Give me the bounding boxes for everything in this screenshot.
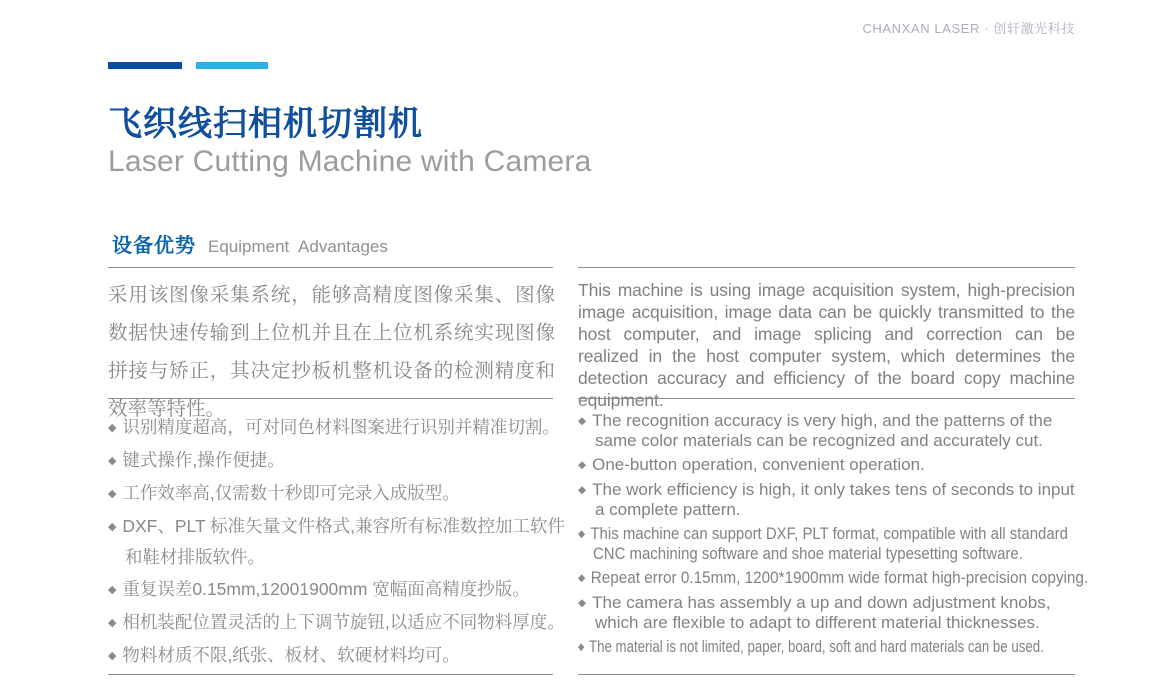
diamond-bullet-icon: ◆ xyxy=(108,584,117,596)
list-item-text: The material is not limited, paper, board, soft and hard materials can be used. xyxy=(589,637,1044,656)
diamond-bullet-icon: ◆ xyxy=(108,617,117,629)
diamond-bullet-icon: ◆ xyxy=(108,488,117,500)
divider-right-bottom xyxy=(578,674,1075,675)
list-item xyxy=(578,455,1078,475)
intro-paragraph-zh: 采用该图像采集系统，能够高精度图像采集、图像数据快速传输到上位机并且在上位机系统实现图像拼接与矫正，其决定抄板机整机设备的检测精度和效率等特性。 xyxy=(108,284,555,420)
list-item-text: The recognition accuracy is very high, and the patterns of the same color materials can be recognized and accurately cut. xyxy=(592,411,1053,450)
diamond-bullet-icon: ◆ xyxy=(578,641,585,653)
diamond-bullet-icon: ◆ xyxy=(578,415,587,427)
list-item xyxy=(578,480,1078,519)
diamond-bullet-icon: ◆ xyxy=(108,650,117,662)
list-item xyxy=(108,445,580,476)
list-item-text: 键式操作,操作便捷。 xyxy=(122,450,285,470)
divider-left-top xyxy=(108,267,553,268)
section-title-zh: 设备优势 xyxy=(112,235,196,257)
list-item xyxy=(578,637,1077,657)
diamond-bullet-icon: ◆ xyxy=(578,597,587,609)
page-title-en: Laser Cutting Machine with Camera xyxy=(108,145,592,178)
list-item-text: The work efficiency is high, it only takes tens of seconds to input a complete pattern. xyxy=(592,480,1075,519)
list-item xyxy=(108,607,580,638)
accent-bar-dark xyxy=(108,62,182,69)
intro-paragraph-en: This machine is using image acquisition system, high-precision image acquisition, image data can be quickly transmitted to the host computer, and image splicing and correction can be realized in the host computer system, which determines the detection accuracy and efficiency of the board copy machine equipment. xyxy=(578,280,1075,410)
list-item-text: One-button operation, convenient operation. xyxy=(592,455,925,474)
list-item xyxy=(578,411,1078,450)
list-item-text: 识别精度超高，可对同色材料图案进行识别并精准切割。 xyxy=(122,417,560,437)
list-item xyxy=(108,640,580,671)
section-header xyxy=(112,229,388,258)
page-title-zh: 飞织线扫相机切割机 xyxy=(108,105,423,143)
diamond-bullet-icon: ◆ xyxy=(578,459,587,471)
feature-list-en xyxy=(578,411,1089,662)
list-item xyxy=(108,511,580,572)
diamond-bullet-icon: ◆ xyxy=(578,572,586,584)
list-item-text: Repeat error 0.15mm, 1200*1900mm wide format high-precision copying. xyxy=(590,568,1089,587)
section-title-en: Equipment Advantages xyxy=(208,237,388,256)
list-item-text: 重复误差0.15mm,12001900mm 宽幅面高精度抄版。 xyxy=(122,579,530,599)
list-item-text: The camera has assembly a up and down adjustment knobs, which are flexible to adapt to different material thicknesses. xyxy=(592,593,1051,632)
diamond-bullet-icon: ◆ xyxy=(578,484,587,496)
accent-bar-light xyxy=(196,62,268,69)
divider-right-top xyxy=(578,267,1075,268)
list-item-text: This machine can support DXF, PLT format, compatible with all standard CNC machining software and shoe material typesetting software. xyxy=(590,524,1068,563)
diamond-bullet-icon: ◆ xyxy=(108,521,117,533)
list-item-text: 工作效率高,仅需数十秒即可完录入成版型。 xyxy=(122,483,460,503)
list-item xyxy=(578,593,1078,632)
diamond-bullet-icon: ◆ xyxy=(578,528,586,540)
brand-text: CHANXAN LASER · 创轩激光科技 xyxy=(862,21,1075,36)
list-item xyxy=(108,574,580,605)
list-item xyxy=(108,412,580,443)
list-item-text: 相机装配位置灵活的上下调节旋钮,以适应不同物料厚度。 xyxy=(122,612,565,632)
list-item-text: DXF、PLT 标准矢量文件格式,兼容所有标准数控加工软件和鞋材排版软件。 xyxy=(122,516,566,567)
list-item-text: 物料材质不限,纸张、板材、软硬材料均可。 xyxy=(122,645,460,665)
feature-list-zh xyxy=(108,412,580,673)
list-item xyxy=(108,478,580,509)
diamond-bullet-icon: ◆ xyxy=(108,455,117,467)
divider-left-bottom xyxy=(108,674,553,675)
list-item xyxy=(578,568,1089,588)
diamond-bullet-icon: ◆ xyxy=(108,422,117,434)
list-item xyxy=(578,524,1078,563)
